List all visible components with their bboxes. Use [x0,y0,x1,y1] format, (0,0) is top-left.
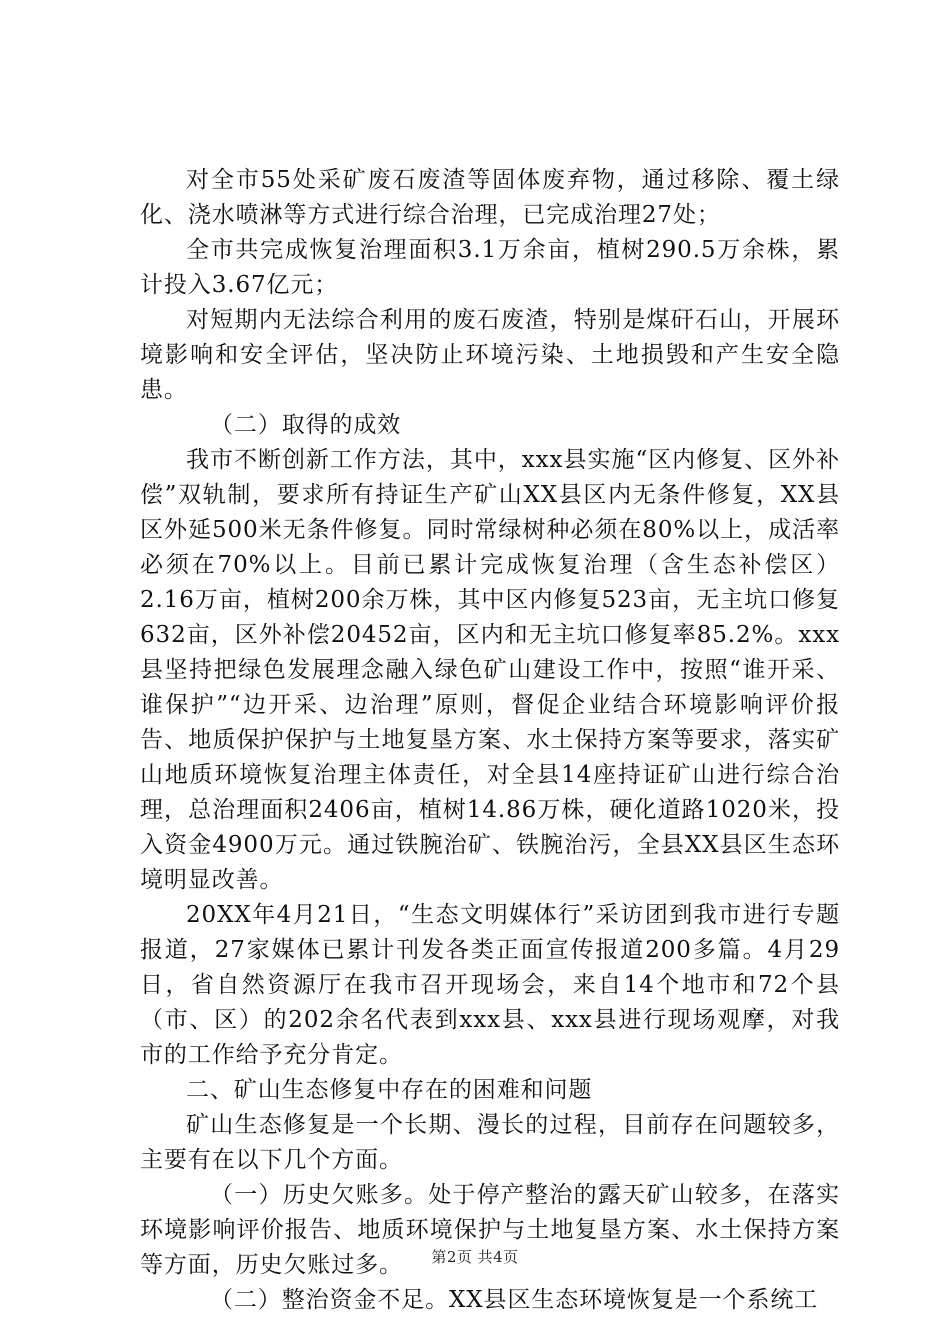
paragraph-difficulties-intro: 矿山生态修复是一个长期、漫长的过程，目前存在问题较多，主要有在以下几个方面。 [140,1112,840,1173]
paragraph-historical-debt: （一）历史欠账多。处于停产整治的露天矿山较多，在落实环境影响评价报告、地质环境保护与土地复垦方案、水土保持方案等方面，历史欠账过多。 [140,1182,840,1278]
paragraph-media-coverage: 20XX年4月21日，“生态文明媒体行”采访团到我市进行专题报道，27家媒体已累计刊发各类正面宣传报道200多篇。4月29日，省自然资源厅在我市召开现场会，来自14个地市和72个县（市、区）的202余名代表到xxx县、xxx县进行现场观摩，对我市的工作给予充分肯定。 [140,902,840,1068]
paragraph-waste-rock-treatment: 对全市55处采矿废石废渣等固体废弃物，通过移除、覆土绿化、浇水喷淋等方式进行综合治理，已完成治理27处； [140,167,840,228]
paragraph-insufficient-funds: （二）整治资金不足。XX县区生态环境恢复是一个系统工 [210,1287,819,1313]
paragraph-restoration-area: 全市共完成恢复治理面积3.1万余亩，植树290.5万余株，累计投入3.67亿元； [140,237,840,298]
section-heading-achievements: （二）取得的成效 [210,412,402,438]
section-heading-difficulties: 二、矿山生态修复中存在的困难和问题 [186,1077,593,1103]
paragraph-coal-gangue-assessment: 对短期内无法综合利用的废石废渣，特别是煤矸石山，开展环境影响和安全评估，坚决防止环境污染、土地损毁和产生安全隐患。 [140,307,840,403]
page-number-footer: 第2页 共4页 [431,1248,519,1266]
paragraph-achievements-detail: 我市不断创新工作方法，其中，xxx县实施“区内修复、区外补偿”双轨制，要求所有持证生产矿山XX县区内无条件修复，XX县区外延500米无条件修复。同时常绿树种必须在80%以上，成活率必须在70%以上。目前已累计完成恢复治理（含生态补偿区）2.16万亩，植树200余万株，其中区内修复523亩，无主坑口修复632亩，区外补偿20452亩，区内和无主坑口修复率85.2%。xxx县坚持把绿色发展理念融入绿色矿山建设工作中，按照“谁开采、谁保护”“边开采、边治理”原则，督促企业结合环境影响评价报告、地质保护保护与土地复垦方案、水土保持方案等要求，落实矿山地质环境恢复治理主体责任，对全县14座持证矿山进行综合治理，总治理面积2406亩，植树14.86万株，硬化道路1020米，投入资金4900万元。通过铁腕治矿、铁腕治污，全县XX县区生态环境明显改善。 [140,447,840,893]
document-body [140,163,840,1318]
